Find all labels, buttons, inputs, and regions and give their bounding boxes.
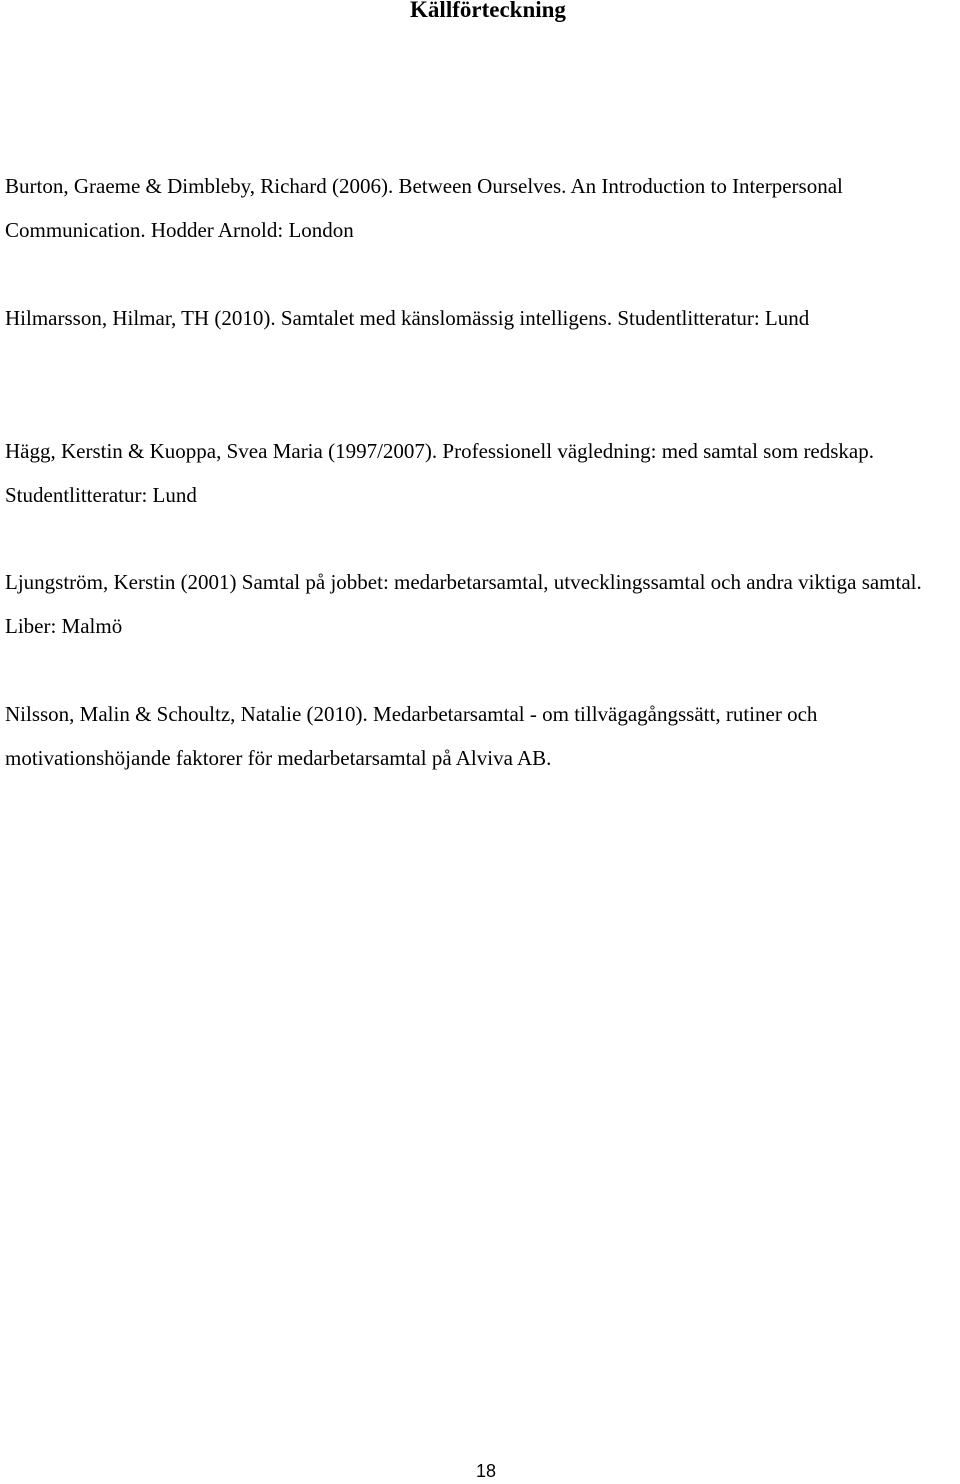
reference-entry-nilsson: Nilsson, Malin & Schoultz, Natalie (2010). Medarbetarsamtal - om tillvägagångssätt, rutiner och motivationshöjande faktorer för medarbetarsamtal på Alviva AB.: [5, 702, 818, 770]
page-number: 18: [475, 1461, 497, 1481]
page-title: Källförteckning: [410, 0, 566, 22]
reference-entry-ljungstrom: Ljungström, Kerstin (2001) Samtal på jobbet: medarbetarsamtal, utvecklingssamtal och andra viktiga samtal. Liber: Malmö: [5, 570, 922, 638]
reference-entry-hilmarsson: Hilmarsson, Hilmar, TH (2010). Samtalet med känslomässig intelligens. Studentlitteratur: Lund: [5, 306, 810, 330]
reference-entry-hagg: Hägg, Kerstin & Kuoppa, Svea Maria (1997/2007). Professionell vägledning: med samtal som redskap. Studentlitteratur: Lund: [5, 439, 874, 507]
reference-entry-burton: Burton, Graeme & Dimbleby, Richard (2006). Between Ourselves. An Introduction to Interpersonal Communication. Hodder Arnold: London: [5, 174, 843, 242]
